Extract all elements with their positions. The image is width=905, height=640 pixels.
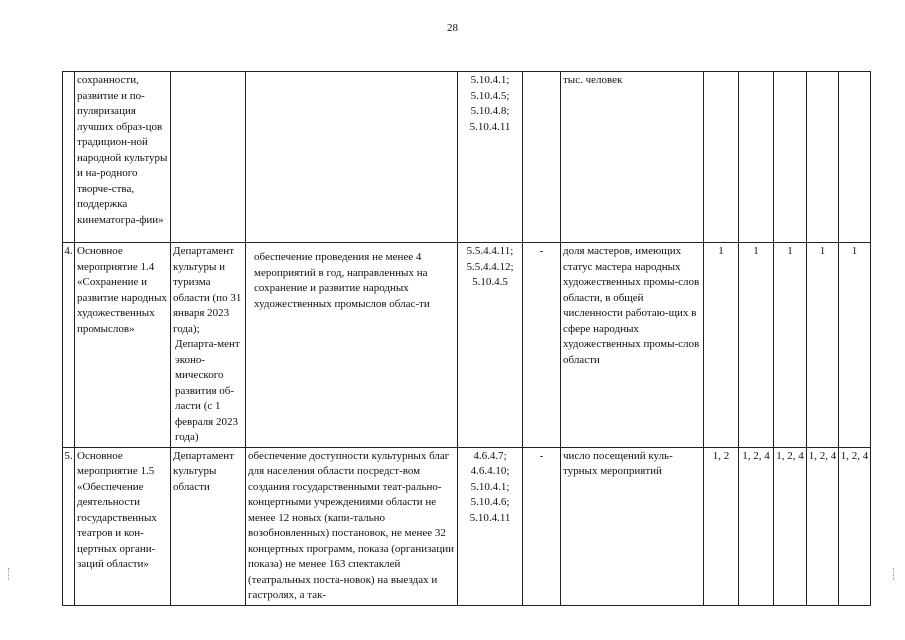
row-number: 4. xyxy=(63,243,75,448)
indicator-cell: число посещений куль-турных мероприятий xyxy=(561,447,704,605)
value-cell: 1 xyxy=(839,243,871,448)
responsible-department: Департамент культуры области xyxy=(171,447,246,605)
table-row xyxy=(63,447,871,605)
department-line: Департамент культуры и туризма области (по 31 января 2023 года); xyxy=(173,245,242,335)
page-number: 28 xyxy=(447,22,458,34)
measure-name: сохранности, развитие и по-пуляризация лучших образ-цов традицион-ной народной культуры и на-родного творче-ства, поддержка кинематогра-фии» xyxy=(75,72,171,243)
value-cell xyxy=(774,72,807,243)
codes-cell: 4.6.4.7; 4.6.4.10; 5.10.4.1; 5.10.4.6; 5.10.4.11 xyxy=(458,447,523,605)
value-cell: 1, 2, 4 xyxy=(739,447,774,605)
row-number: 5. xyxy=(63,447,75,605)
value-cell: 1, 2, 4 xyxy=(774,447,807,605)
expected-result xyxy=(246,243,458,448)
expected-result xyxy=(246,72,458,243)
dash-cell: - xyxy=(523,243,561,448)
value-cell: 1 xyxy=(739,243,774,448)
row-number xyxy=(63,72,75,243)
measure-name: Основное мероприятие 1.5 «Обеспечение деятельности государственных театров и кон-цертных органи-заций области» xyxy=(75,447,171,605)
value-cell xyxy=(704,72,739,243)
value-cell: 1, 2 xyxy=(704,447,739,605)
measures-table xyxy=(62,71,871,606)
department-line: Департа-мент эконо-мического развития об-ласти (с 1 февраля 2023 года) xyxy=(175,338,240,443)
indicator-cell: тыс. человек xyxy=(561,72,704,243)
dash-cell: - xyxy=(523,447,561,605)
table-row xyxy=(63,72,871,243)
measure-name: Основное мероприятие 1.4 «Сохранение и развитие народных художественных промыслов» xyxy=(75,243,171,448)
codes-cell: 5.5.4.4.11; 5.5.4.4.12; 5.10.4.5 xyxy=(458,243,523,448)
value-cell: 1 xyxy=(774,243,807,448)
value-cell: 1 xyxy=(704,243,739,448)
responsible-department xyxy=(171,72,246,243)
value-cell: 1, 2, 4 xyxy=(839,447,871,605)
value-cell: 1, 2, 4 xyxy=(807,447,839,605)
value-cell: 1 xyxy=(807,243,839,448)
expected-result-text: обеспечение проведения не менее 4 мероприятий в год, направленных на сохранение и развитие народных художественных промыслов облас-ти xyxy=(254,251,430,310)
codes-cell: 5.10.4.1; 5.10.4.5; 5.10.4.8; 5.10.4.11 xyxy=(458,72,523,243)
responsible-department xyxy=(171,243,246,448)
margin-mark xyxy=(8,568,12,580)
value-cell xyxy=(807,72,839,243)
expected-result: обеспечение доступности культурных благ для населения области посредст-вом создания государственными теат-рально-концертными учреждениями области не менее 12 новых (капи-тально возобновленных) постановок, не менее 32 концертных программ, показа (организации показа) не менее 163 спектаклей (театральных поста-новок) на выездах и гастролях, а так- xyxy=(246,447,458,605)
table-row xyxy=(63,243,871,448)
value-cell xyxy=(839,72,871,243)
value-cell xyxy=(739,72,774,243)
margin-mark xyxy=(893,568,897,580)
indicator-cell: доля мастеров, имеющих статус мастера народных художественных промы-слов области, в общей численности работаю-щих в сфере народных художественных промы-слов области xyxy=(561,243,704,448)
dash-cell xyxy=(523,72,561,243)
